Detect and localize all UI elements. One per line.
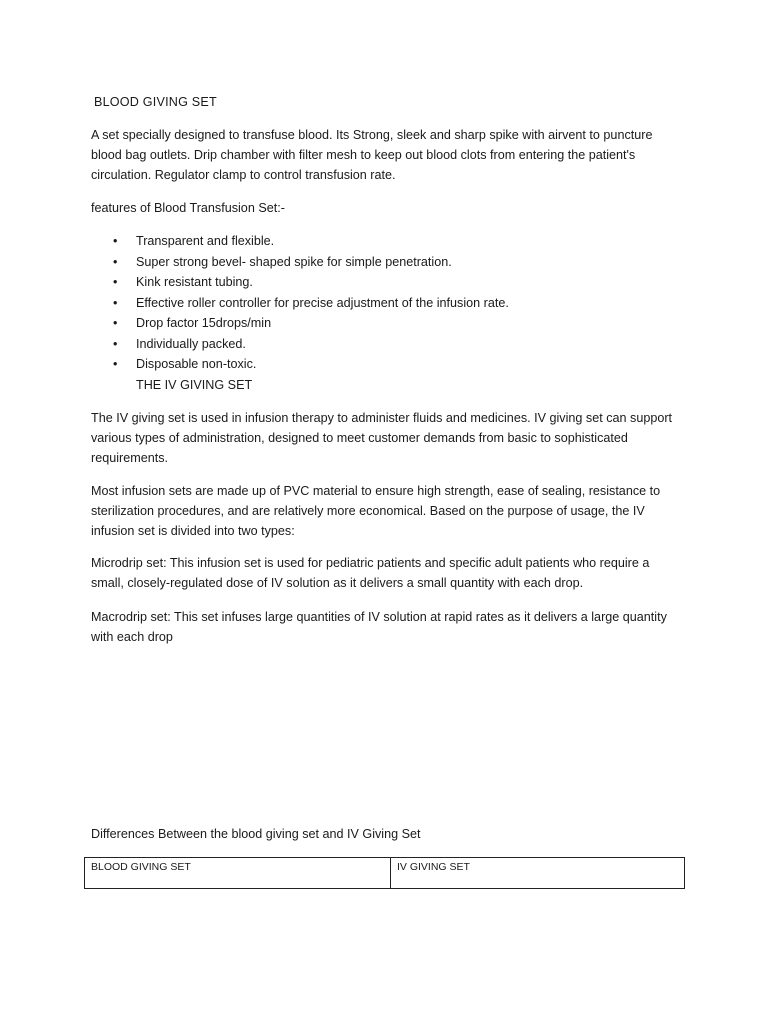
table-header-iv-giving-set: IV GIVING SET [391, 858, 685, 889]
list-item [91, 313, 509, 334]
bullet-icon: • [113, 357, 118, 371]
bullet-icon: • [113, 254, 118, 269]
list-item [91, 354, 509, 375]
features-list [91, 231, 509, 375]
feature-text: Effective roller controller for precise adjustment of the infusion rate. [136, 295, 509, 310]
feature-text: Kink resistant tubing. [136, 275, 253, 289]
list-item [91, 272, 509, 293]
table-header-row [85, 858, 685, 889]
feature-text: Disposable non-toxic. [136, 357, 257, 371]
differences-table [84, 857, 685, 889]
features-label: features of Blood Transfusion Set:- [91, 201, 285, 215]
bullet-icon: • [113, 295, 118, 310]
table-header-blood-giving-set: BLOOD GIVING SET [85, 858, 391, 889]
bullet-icon: • [113, 316, 118, 330]
document-title: BLOOD GIVING SET [94, 95, 217, 109]
iv-paragraph-1: The IV giving set is used in infusion therapy to administer fluids and medicines. IV giving set can support various types of administration, designed to meet customer demands from basic to sophisticated requirements. [91, 411, 673, 465]
iv-paragraph-2: Most infusion sets are made up of PVC material to ensure high strength, ease of sealing, resistance to sterilization procedures, and are relatively more economical. Based on the purpose of usage, the IV infusion set is divided into two types: [91, 484, 661, 538]
intro-paragraph: A set specially designed to transfuse blood. Its Strong, sleek and sharp spike with airvent to puncture blood bag outlets. Drip chamber with filter mesh to keep out blood clots from entering the patient's circulation. Regulator clamp to control transfusion rate. [91, 128, 653, 182]
differences-label: Differences Between the blood giving set and IV Giving Set [91, 827, 421, 841]
feature-text: Super strong bevel- shaped spike for simple penetration. [136, 254, 452, 269]
microdrip-paragraph: Microdrip set: This infusion set is used for pediatric patients and specific adult patients who require a small, closely-regulated dose of IV solution as it delivers a small quantity with each drop. [91, 556, 650, 590]
list-item [91, 334, 509, 355]
bullet-icon: • [113, 275, 118, 289]
feature-text: Drop factor 15drops/min [136, 316, 272, 330]
bullet-icon: • [113, 234, 118, 248]
macrodrip-paragraph: Macrodrip set: This set infuses large quantities of IV solution at rapid rates as it delivers a large quantity with each drop [91, 610, 667, 644]
feature-text: Transparent and flexible. [136, 234, 275, 248]
bullet-icon: • [113, 336, 118, 351]
list-item [91, 252, 509, 273]
iv-section-heading: THE IV GIVING SET [136, 378, 253, 392]
feature-text: Individually packed. [136, 336, 246, 351]
list-item [91, 293, 509, 314]
list-item [91, 231, 509, 252]
